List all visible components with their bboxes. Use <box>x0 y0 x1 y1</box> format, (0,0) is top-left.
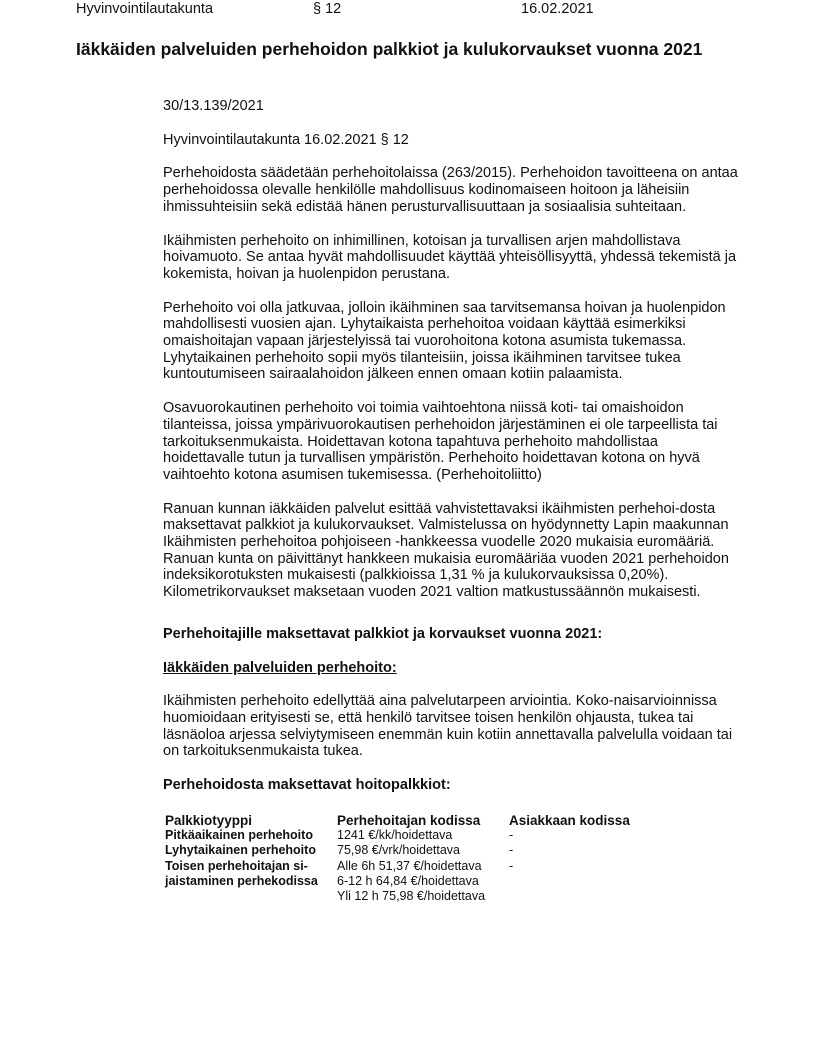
paragraph: Osavuorokautinen perhehoito voi toimia vaihtoehtona niissä koti- tai omaishoidon tilanteissa, joissa ympärivuorokautisen perhehoidon järjestäminen ei ole tarpeellista tai tarkoituksenmukaista. Hoidettavan kotona tapahtuva perhehoito mahdollistaa hoidettavalle tutun ja turvallisen ympäristön. Perhehoito hoidettavan kotona on hyvä vaihtoehto kotona asumisen tukemisessa. (Perhehoitoliitto) <box>163 400 718 483</box>
fee-caregiver-home: Alle 6h 51,37 €/hoidettava <box>337 858 482 873</box>
fee-client-home: - <box>509 828 514 843</box>
section-heading: Perhehoitajille maksettavat palkkiot ja korvaukset vuonna 2021: <box>163 625 603 642</box>
fee-type: Toisen perhehoitajan si-jaistaminen perhekodissa <box>165 858 318 888</box>
document-header <box>0 0 816 20</box>
column-header-client-home: Asiakkaan kodissa <box>509 812 630 828</box>
paragraph: Ranuan kunnan iäkkäiden palvelut esittää vahvistettavaksi ikäihmisten perhehoi-dosta maksettavat palkkiot ja kulukorvaukset. Valmistelussa on hyödynnetty Lapin maakunnan Ikäihmisten perhehoitoa pohjoiseen -hankkeessa vuodelle 2020 mukaisia euromääriä. Ranuan kunta on päivittänyt hankkeen mukaisia euromääriäa vuoden 2021 perhehoidon indeksikorotuksten mukaisesti (palkkioissa 1,31 % ja kulukorvauksissa 0,20%). Kilometrikorvaukset maksetaan vuoden 2021 valtion matkustussäännön mukaisesti. <box>163 500 729 601</box>
fee-caregiver-home: 75,98 €/vrk/hoidettava <box>337 843 460 858</box>
fees-table <box>165 813 649 905</box>
table-row <box>165 859 649 905</box>
paragraph: Perhehoito voi olla jatkuvaa, jolloin ikäihminen saa tarvitsemansa hoivan ja huolenpidon mahdollisesti vuosien ajan. Lyhytaikaista perhehoitoa voidaan käyttää esimerkiksi omaishoitajan vapaan järjestelyissä tai vuorohoitona kotona asumista tukemassa. Lyhytaikainen perhehoito sopii myös tilanteisiin, joissa ikäihminen tarvitsee tukea kuntoutumiseen sairaalahoidon jälkeen ennen omaan kotiin palaamista. <box>163 299 726 383</box>
column-header-type: Palkkiotyyppi <box>165 812 253 828</box>
document-body <box>163 98 743 905</box>
subsection-paragraph: Ikäihmisten perhehoito edellyttää aina palvelutarpeen arviointia. Koko-naisarvioinnissa huomioidaan erityisesti se, että henkilö tarvitsee toisen henkilön ohjausta, tukea tai läsnäoloa arjessa selviytymiseen enemmän kuin kotiin annettavalla palvelulla voidaan tai on tarkoituksenmukaista tukea. <box>163 693 733 760</box>
header-section: § 12 <box>313 1 342 17</box>
paragraph: Perhehoidosta säädetään perhehoitolaissa (263/2015). Perhehoidon tavoitteena on antaa perhehoidossa olevalle henkilölle mahdollisuus kodinomaiseen hoitoon ja läheisiin ihmissuhteisiin sekä edistää hänen perusturvallisuuttaan ja sosiaalisia suhteitaan. <box>163 165 738 215</box>
fee-type: Pitkäaikainen perhehoito <box>165 828 313 843</box>
header-date: 16.02.2021 <box>521 1 594 17</box>
fee-caregiver-home: Yli 12 h 75,98 €/hoidettava <box>337 889 486 904</box>
subsection-heading: Iäkkäiden palveluiden perhehoito: <box>163 659 397 676</box>
table-row <box>165 828 649 843</box>
fee-client-home: - <box>509 858 514 873</box>
fee-caregiver-home-list <box>337 859 509 905</box>
header-committee: Hyvinvointilautakunta <box>76 1 214 17</box>
fee-caregiver-home: 6-12 h 64,84 €/hoidettava <box>337 873 479 888</box>
fee-caregiver-home: 1241 €/kk/hoidettava <box>337 828 453 843</box>
table-row <box>165 843 649 858</box>
column-header-caregiver-home: Perhehoitajan kodissa <box>337 812 481 828</box>
fees-heading: Perhehoidosta maksettavat hoitopalkkiot: <box>163 777 451 794</box>
fee-type: Lyhytaikainen perhehoito <box>165 843 316 858</box>
diary-number: 30/13.139/2021 <box>163 98 264 114</box>
fees-table-header-row <box>165 813 649 828</box>
page-title: Iäkkäiden palveluiden perhehoidon palkkiot ja kulukorvaukset vuonna 2021 <box>76 39 703 59</box>
meeting-reference: Hyvinvointilautakunta 16.02.2021 § 12 <box>163 131 409 148</box>
fee-client-home: - <box>509 843 514 858</box>
paragraph: Ikäihmisten perhehoito on inhimillinen, kotoisan ja turvallisen arjen mahdollistava hoivamuoto. Se antaa hyvät mahdollisuudet käyttää yhteisöllisyyttä, yhdessä tekemistä ja kokemista, hoivan ja huolenpidon perustana. <box>163 232 737 282</box>
